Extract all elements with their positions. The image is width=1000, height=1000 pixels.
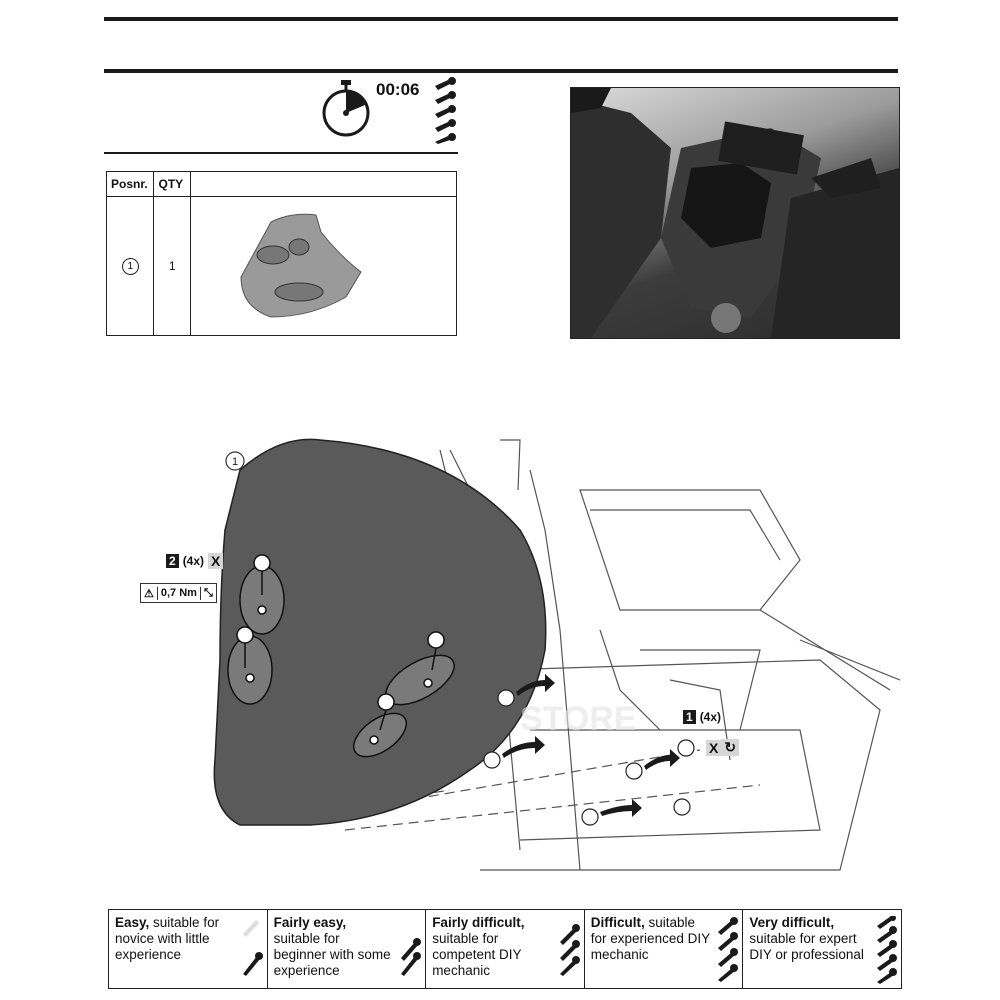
wrench-icon: [875, 916, 897, 984]
difficulty-fairly-easy: [268, 910, 427, 988]
torque-value: 0,7 Nm: [160, 587, 197, 599]
watermark-text: STORE: [520, 700, 637, 738]
remove-action-icon: X: [208, 553, 223, 569]
windshield-part-image: [191, 197, 456, 332]
step-1-number: 1: [683, 710, 696, 724]
position-number: 1: [122, 258, 139, 275]
torque-wrench-icon: ⤡: [200, 587, 216, 600]
top-rule: [104, 17, 898, 21]
motorcycle-photo: [570, 87, 900, 339]
difficulty-title: Very difficult,: [749, 915, 835, 930]
step-1-count: (4x): [699, 710, 722, 724]
step-2-count: (4x): [182, 554, 205, 568]
section-rule: [104, 69, 898, 73]
step-2-number: 2: [166, 554, 179, 568]
difficulty-difficult: [585, 910, 744, 988]
step-2-callout: [166, 553, 223, 569]
difficulty-description: suitable for expert DIY or professional: [749, 931, 864, 962]
remove-action-icon: X: [706, 740, 721, 756]
wrench-icon: [241, 916, 263, 976]
posnr-header: Posnr.: [107, 172, 154, 197]
quantity-value: 1: [154, 197, 191, 336]
step-1-actions: [706, 739, 739, 756]
installation-diagram: [200, 430, 900, 900]
wrench-icon: [399, 916, 421, 976]
image-header: [191, 172, 457, 197]
reuse-cycle-icon: ↻: [721, 739, 739, 756]
difficulty-fairly-difficult: [426, 910, 585, 988]
wrench-icon: [716, 916, 738, 982]
header-underline: [104, 152, 458, 154]
qty-header: QTY: [154, 172, 191, 197]
warning-icon: ⚠: [141, 587, 158, 600]
difficulty-legend: [108, 909, 902, 989]
table-row: [107, 197, 457, 336]
part-number-label: 1: [231, 456, 239, 468]
difficulty-title: Difficult,: [590, 915, 645, 930]
difficulty-title: Easy,: [115, 915, 150, 930]
difficulty-description: suitable for novice with little experience: [115, 915, 220, 962]
parts-table: [106, 171, 457, 336]
difficulty-easy: [109, 910, 268, 988]
difficulty-description: suitable for competent DIY mechanic: [432, 931, 522, 978]
difficulty-description: suitable for beginner with some experience: [273, 931, 391, 978]
difficulty-title: Fairly difficult,: [432, 915, 525, 930]
duration-label: 00:06: [376, 80, 420, 99]
difficulty-description: suitable for experienced DIY mechanic: [590, 915, 710, 962]
stopwatch-icon: [318, 78, 374, 138]
torque-spec: [140, 583, 217, 603]
step-1-callout: [683, 710, 721, 724]
difficulty-wrench-icon: [432, 76, 458, 144]
wrench-icon: [558, 916, 580, 976]
difficulty-title: Fairly easy,: [273, 915, 347, 930]
difficulty-very-difficult: [743, 910, 901, 988]
